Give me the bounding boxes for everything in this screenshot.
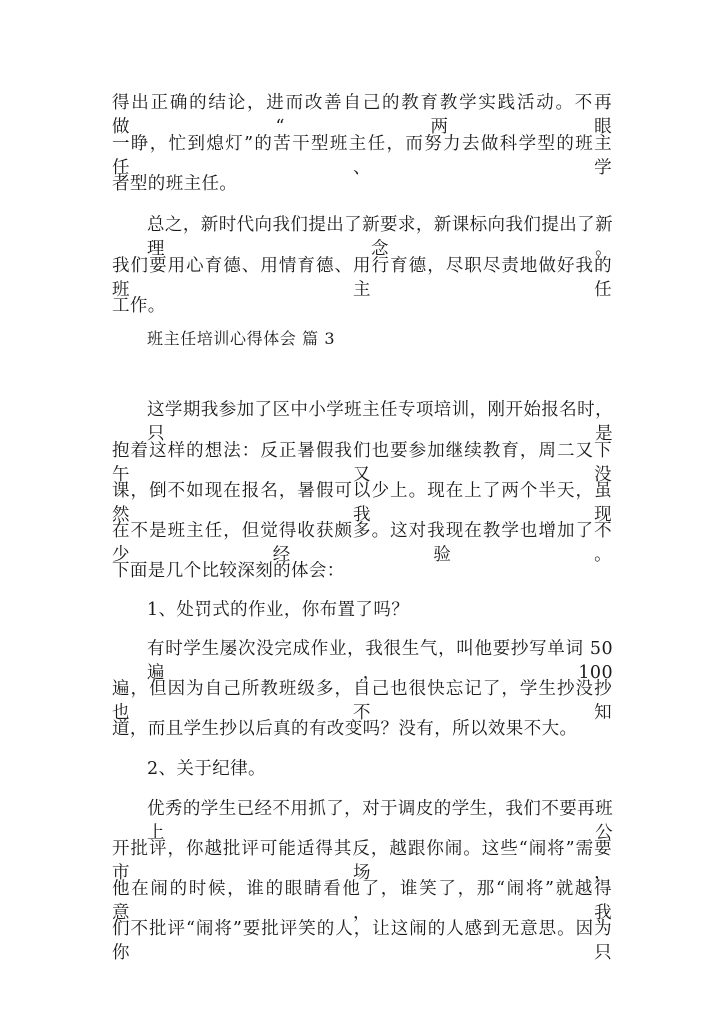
text-line: 在不是班主任，但觉得收获颇多。这对我现在教学也增加了不少经验。 <box>112 521 612 565</box>
text-line: 一睁，忙到熄灯”的苦干型班主任，而努力去做科学型的班主任、学 <box>112 134 612 178</box>
text-line: 工作。 <box>112 296 166 316</box>
text-line: 有时学生屡次没完成作业，我很生气，叫他要抄写单词 50 遍，100 <box>147 639 613 683</box>
text-line: 优秀的学生已经不用抓了，对于调皮的学生，我们不要再班上公 <box>147 799 613 843</box>
item-title: 1、处罚式的作业，你布置了吗？ <box>147 600 410 620</box>
section-heading: 班主任培训心得体会 篇 3 <box>147 329 336 348</box>
text-line: 课，倒不如现在报名，暑假可以少上。现在上了两个半天，虽然我现 <box>112 481 612 525</box>
item-title: 2、关于纪律。 <box>147 759 266 779</box>
text-line: 遍，但因为自己所教班级多，自己也很快忘记了，学生抄没抄也不知 <box>112 679 612 723</box>
text-line: 道，而且学生抄以后真的有改变吗？没有，所以效果不大。 <box>112 719 578 739</box>
text-line: 我们要用心育德、用情育德、用行育德，尽职尽责地做好我的班主任 <box>112 256 612 300</box>
text-line: 开批评，你越批评可能适得其反，越跟你闹。这些“闹将”需要市场， <box>112 839 612 883</box>
text-line: 抱着这样的想法：反正暑假我们也要参加继续教育，周二又下午又没 <box>112 441 612 485</box>
text-line: 他在闹的时候，谁的眼睛看他了，谁笑了，那“闹将”就越得意，我 <box>112 879 612 923</box>
text-line: 们不批评“闹将”要批评笑的人，让这闹的人感到无意思。因为你只 <box>112 919 612 963</box>
text-line: 得出正确的结论，进而改善自己的教育教学实践活动。不再做“两眼 <box>112 93 612 137</box>
text-line: 下面是几个比较深刻的体会： <box>112 561 345 581</box>
text-line: 这学期我参加了区中小学班主任专项培训，刚开始报名时，只是 <box>147 400 613 444</box>
text-line: 总之，新时代向我们提出了新要求，新课标向我们提出了新理念。 <box>147 215 613 259</box>
text-line: 者型的班主任。 <box>112 174 238 194</box>
